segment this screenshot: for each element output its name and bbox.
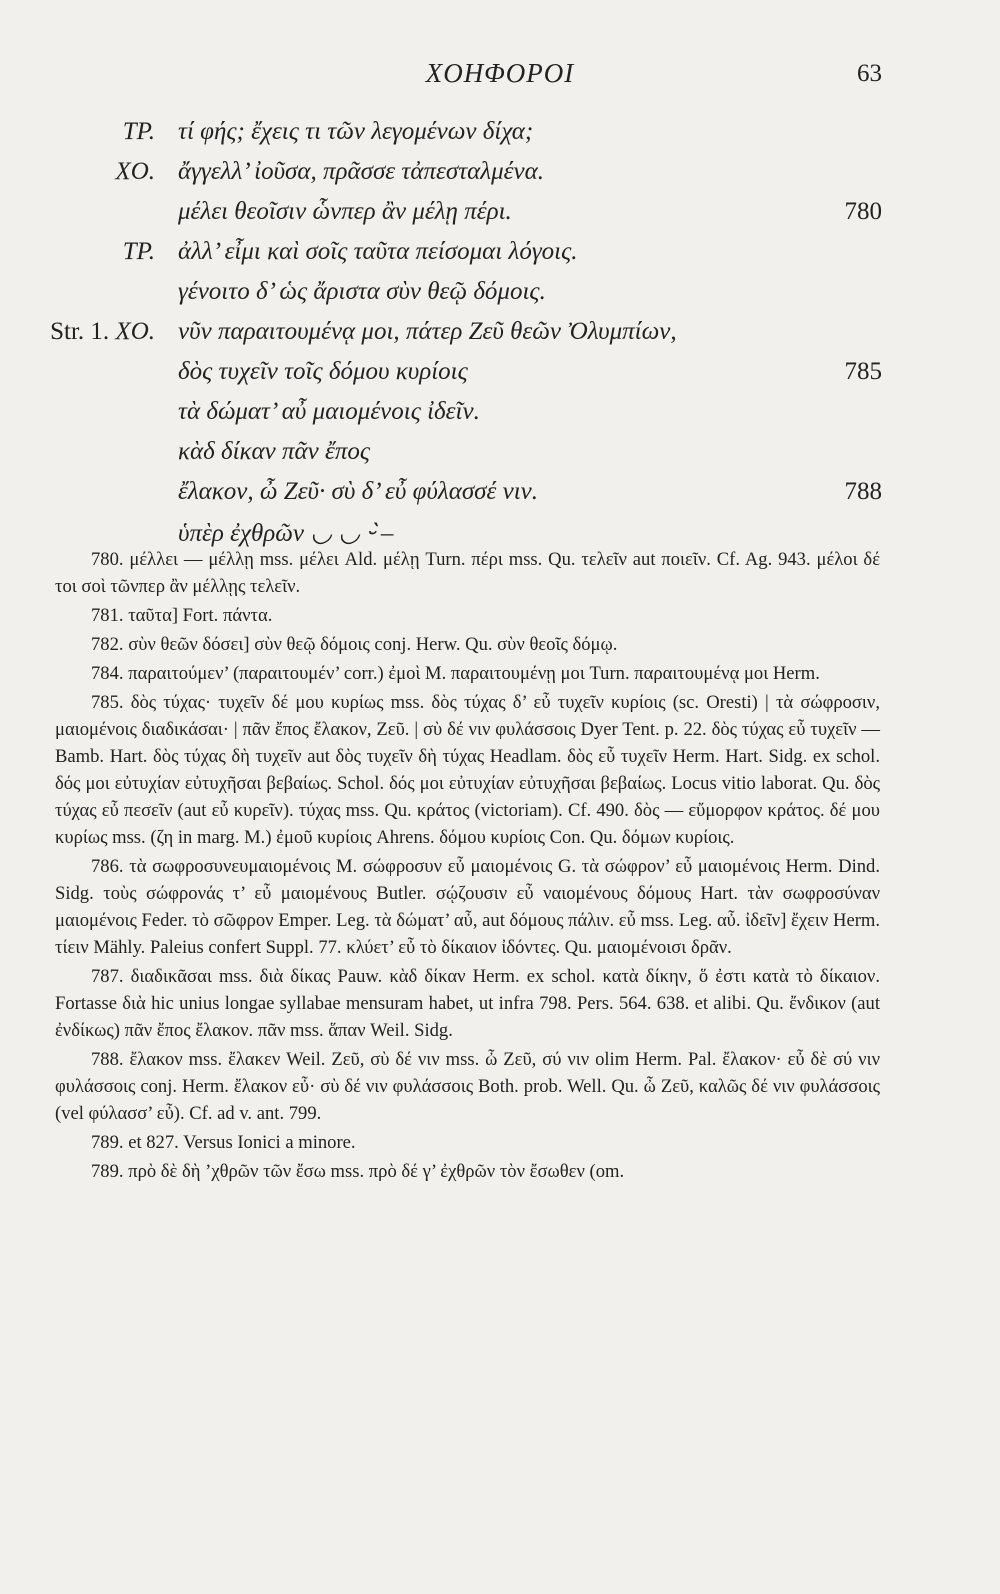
page-number: 63 [857, 60, 882, 87]
speaker-label: ΧΟ. [115, 158, 155, 185]
verse-text: τί φής; ἔχεις τι τῶν λεγομένων δίχα; [178, 118, 534, 145]
speaker-label: ΤΡ. [122, 118, 155, 145]
verse-text: νῦν παραιτουμένᾳ μοι, πάτερ Ζεῦ θεῶν Ὀλυμπίων, [178, 318, 677, 345]
apparatus-note: 789. et 827. Versus Ionici a minore. [91, 1132, 356, 1153]
verse-text: ἀλλ’ εἶμι καὶ σοῖς ταῦτα πείσομαι λόγοις. [178, 238, 578, 265]
verse-line [0, 318, 1000, 358]
verse-text: τὰ δώματ’ αὖ μαιομένοις ἰδεῖν. [178, 398, 480, 425]
apparatus-note: 787. διαδικᾶσαι mss. διὰ δίκας Pauw. κὰδ δίκαν Herm. ex schol. κατὰ δίκην, ὅ ἐστι κατὰ τὸ δίκαιον. Fortasse διὰ hic unius longae syllabae mensuram habet, ut infra 798. Pers. 564. 638. et alibi. Qu. ἔνδικον (aut ἐνδίκως) πᾶν ἔπος ἔλακον. πᾶν mss. ἅπαν Weil. Sidg. [55, 966, 880, 1041]
apparatus-note: 784. παραιτούμεν’ (παραιτουμέν’ corr.) ἐμοὶ M. παραιτουμένῃ μοι Turn. παραιτουμένᾳ μοι Herm. [91, 663, 820, 684]
apparatus-note: 780. μέλλει — μέλλῃ mss. μέλει Ald. μέλῃ Turn. πέρι mss. Qu. τελεῖν aut ποιεῖν. Cf. Ag. 943. μέλοι δέ τοι σοὶ τῶνπερ ἂν μέλλῃς τελεῖν. [55, 549, 880, 597]
verse-line [0, 438, 1000, 478]
speaker-name: ΧΟ. [115, 318, 155, 345]
verse-text: ἔλακον, ὦ Ζεῦ· σὺ δ’ εὖ φύλασσέ νιν. [178, 478, 538, 505]
verse-text: ἄγγελλ’ ἰοῦσα, πρᾶσσε τἀπεσταλμένα. [178, 158, 544, 185]
verse-line [0, 238, 1000, 278]
verse-line [0, 118, 1000, 158]
verse-line [0, 198, 1000, 238]
critical-apparatus [55, 546, 880, 1187]
line-number: 788 [844, 478, 882, 505]
verse-text: δὸς τυχεῖν τοῖς δόμου κυρίοις [178, 358, 468, 385]
verse-text: ὑπὲρ ἐχθρῶν ◡ ◡ ⏑́ – [178, 520, 394, 547]
apparatus-note: 786. τὰ σωφροσυνευμαιομένοις M. σώφροσυν εὖ μαιομένοις G. τὰ σώφρον’ εὖ μαιομένοις Herm. Dind. Sidg. τοὺς σώφρονάς τ’ εὖ μαιομένους Butler. σῴζουσιν εὖ ναιομένους δόμους Hart. τὰν σωφροσύναν μαιομένοις Feder. τὸ σῶφρον Emper. Leg. τὰ δώματ’ αὖ, aut δόμους πάλιν. εὖ mss. Leg. αὖ. ἰδεῖν] ἔχειν Herm. τίειν Mähly. Paleius confert Suppl. 77. κλύετ’ εὖ τὸ δίκαιον ἰδόντες. Qu. μαιομένοισι δρᾶν. [55, 856, 880, 958]
speaker-label: ΤΡ. [122, 238, 155, 265]
verse-line [0, 478, 1000, 518]
apparatus-note: 782. σὺν θεῶν δόσει] σὺν θεῷ δόμοις conj. Herw. Qu. σὺν θεοῖς δόμῳ. [91, 634, 618, 655]
apparatus-note: 781. ταῦτα] Fort. πάντα. [91, 605, 273, 626]
verse-line [0, 358, 1000, 398]
verse-line [0, 158, 1000, 198]
verse-text: κὰδ δίκαν πᾶν ἔπος [178, 438, 371, 465]
verse-line [0, 398, 1000, 438]
line-number: 785 [844, 358, 882, 385]
apparatus-note: 788. ἔλακον mss. ἔλακεν Weil. Ζεῦ, σὺ δέ νιν mss. ὦ Ζεῦ, σύ νιν olim Herm. Pal. ἔλακον· εὖ δὲ σύ νιν φυλάσσοις conj. Herm. ἔλακον εὖ· σὺ δέ νιν φυλάσσοις Both. prob. Well. Qu. ὦ Ζεῦ, καλῶς δέ νιν φυλάσσοις (vel φύλασσ’ εὖ). Cf. ad v. ant. 799. [55, 1049, 880, 1124]
verse-block [0, 118, 1000, 558]
speaker-label [50, 318, 155, 346]
line-number: 780 [844, 198, 882, 225]
strophe-label: Str. 1. [50, 318, 110, 345]
running-title: ΧΟΗΦΟΡΟΙ [425, 58, 575, 88]
apparatus-note: 789. πρὸ δὲ δὴ ’χθρῶν τῶν ἔσω mss. πρὸ δέ γ’ ἐχθρῶν τὸν ἔσωθεν (om. [91, 1161, 625, 1182]
page-header [0, 58, 1000, 98]
apparatus-note: 785. δὸς τύχας· τυχεῖν δέ μου κυρίως mss. δὸς τύχας δ’ εὖ τυχεῖν κυρίοις (sc. Oresti) | τὰ σώφροσιν, μαιομένοις διαδικάσαι· | πᾶν ἔπος ἔλακον, Ζεῦ. | σὺ δέ νιν φυλάσσοις Dyer Tent. p. 22. δὸς τύχας εὖ τυχεῖν — Bamb. Hart. δὸς τύχας δὴ τυχεῖν aut δὸς τυχεῖν δὴ τύχας Headlam. δὸς εὖ τυχεῖν Herm. Hart. Sidg. ex schol. δός μοι εὐτυχίαν εὐτυχῆσαι βεβαίως. Schol. δός μοι εὐτυχίαν εὐτυχῆσαι βεβαίως. Locus vitio laborat. Qu. δὸς τύχας εὖ πεσεῖν (aut εὖ κυρεῖν). τύχας mss. Qu. κράτος (victoriam). Cf. 490. δὸς — εὔμορφον κράτος. δέ μου κυρίως mss. (ζη in marg. M.) ἐμοῦ κυρίοις Ahrens. δόμου κυρίοις Con. Qu. δόμων κυρίοις. [55, 692, 880, 848]
verse-text: μέλει θεοῖσιν ὧνπερ ἂν μέλῃ πέρι. [178, 198, 512, 225]
verse-line [0, 278, 1000, 318]
verse-text: γένοιτο δ’ ὡς ἄριστα σὺν θεῷ δόμοις. [178, 278, 546, 305]
